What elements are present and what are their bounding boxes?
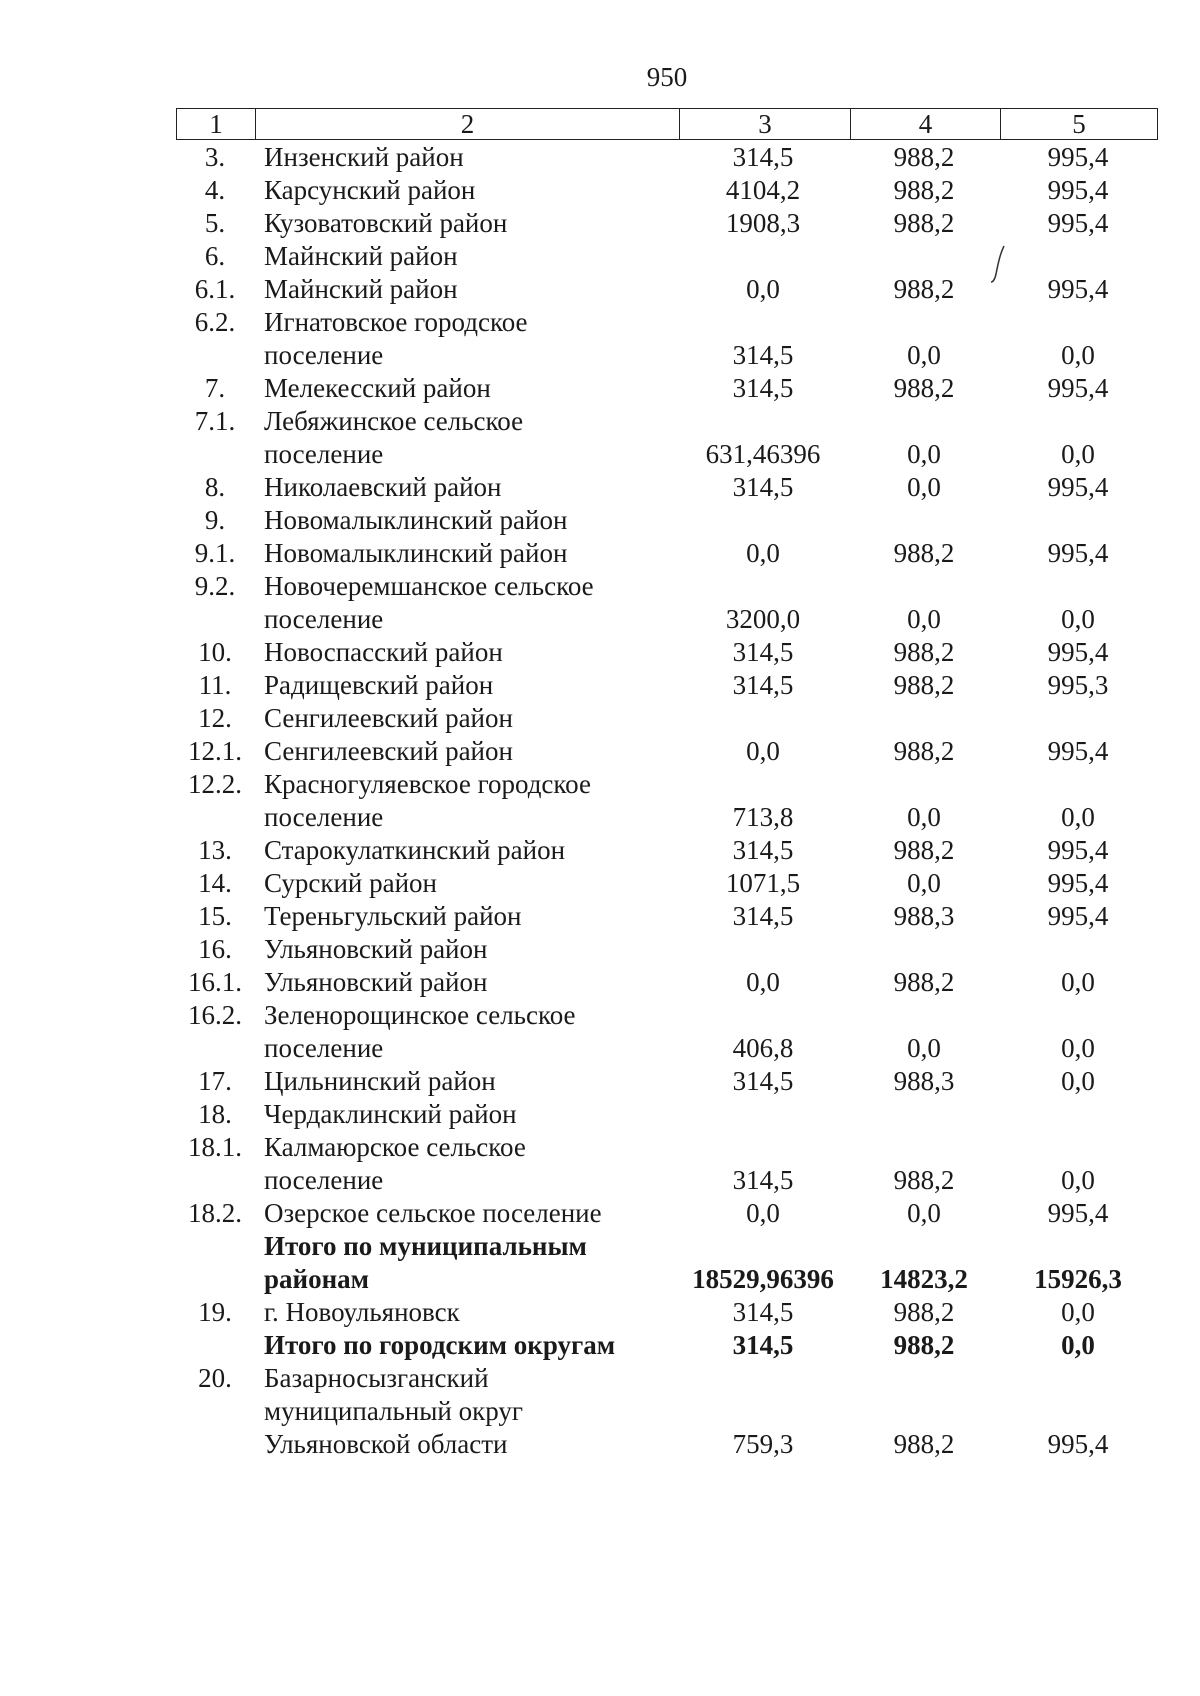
value-col-4: 988,2 — [893, 1165, 955, 1195]
value-col-5: 995,4 — [1047, 637, 1109, 667]
row-number: 8. — [204, 472, 226, 502]
row-name — [262, 537, 678, 570]
row-name-line: г. Новоульяновск — [264, 1297, 460, 1327]
row-number: 14. — [198, 868, 232, 898]
row-name-line: Итого по городским округам — [264, 1330, 616, 1360]
row-name-line: Радищевский район — [264, 670, 494, 700]
value-col-3: 1908,3 — [725, 208, 801, 238]
value-col-3: 314,5 — [732, 901, 794, 931]
table-row — [176, 768, 1156, 834]
value-col-3: 0,0 — [746, 736, 780, 766]
row-name — [262, 1362, 678, 1461]
value-col-4: 988,3 — [893, 1066, 955, 1096]
value-col-4: 988,2 — [893, 670, 955, 700]
row-number: 6.1. — [194, 274, 236, 304]
value-col-5: 995,4 — [1047, 175, 1109, 205]
row-number: 6. — [204, 241, 226, 271]
row-name — [262, 141, 678, 174]
value-col-3: 3200,0 — [725, 604, 801, 634]
value-col-3: 314,5 — [732, 373, 794, 403]
row-name-line: поселение — [264, 802, 384, 832]
row-name-line: Цильнинский район — [264, 1066, 496, 1096]
row-name — [262, 1098, 678, 1131]
row-name — [262, 240, 678, 273]
value-col-5: 995,4 — [1047, 1198, 1109, 1228]
value-col-4: 988,2 — [893, 835, 955, 865]
row-name-line: Кузоватовский район — [264, 208, 508, 238]
page-number: 950 — [646, 62, 688, 92]
value-col-5: 0,0 — [1061, 439, 1095, 469]
row-name-line: Озерское сельское поселение — [264, 1198, 602, 1228]
value-col-5: 0,0 — [1061, 1033, 1095, 1063]
row-name — [262, 999, 678, 1065]
row-name-line: поселение — [264, 1165, 384, 1195]
value-col-5: 995,4 — [1047, 1429, 1109, 1459]
table-row — [176, 372, 1156, 405]
row-name-line: поселение — [264, 439, 384, 469]
value-col-3: 0,0 — [746, 1198, 780, 1228]
row-name — [262, 1131, 678, 1197]
value-col-5: 995,3 — [1047, 670, 1109, 700]
row-name — [262, 471, 678, 504]
row-name-line: Лебяжинское сельское — [264, 406, 524, 436]
value-col-5: 995,4 — [1047, 142, 1109, 172]
table-row — [176, 405, 1156, 471]
value-col-3: 314,5 — [732, 1066, 794, 1096]
value-col-5: 0,0 — [1061, 1066, 1095, 1096]
value-col-5: 995,4 — [1047, 538, 1109, 568]
value-col-3: 0,0 — [746, 274, 780, 304]
row-name — [262, 834, 678, 867]
value-col-4: 988,2 — [893, 637, 955, 667]
row-number: 16. — [198, 934, 232, 964]
row-name-line: Мелекесский район — [264, 373, 491, 403]
table-row — [176, 207, 1156, 240]
value-col-5: 15926,3 — [1034, 1264, 1122, 1294]
row-number: 6.2. — [194, 307, 236, 337]
column-header-1: 1 — [177, 109, 256, 140]
row-name — [262, 900, 678, 933]
value-col-4: 988,2 — [893, 1297, 955, 1327]
table-row — [176, 1131, 1156, 1197]
value-col-4: 0,0 — [907, 472, 941, 502]
row-number: 19. — [198, 1297, 232, 1327]
row-name-line: поселение — [264, 340, 384, 370]
value-col-4: 988,2 — [893, 175, 955, 205]
row-number: 11. — [198, 670, 232, 700]
row-name — [262, 174, 678, 207]
row-name-line: Карсунский район — [264, 175, 476, 205]
value-col-3: 314,5 — [732, 835, 794, 865]
row-name-line: Николаевский район — [264, 472, 502, 502]
value-col-3: 314,5 — [732, 142, 794, 172]
row-name — [262, 735, 678, 768]
value-col-3: 314,5 — [732, 637, 794, 667]
value-col-3: 314,5 — [732, 1165, 794, 1195]
row-name-line: Игнатовское городское — [264, 307, 528, 337]
row-name-line: Чердаклинский район — [264, 1099, 517, 1129]
table-row — [176, 1296, 1156, 1329]
value-col-3: 4104,2 — [725, 175, 801, 205]
value-col-5: 995,4 — [1047, 901, 1109, 931]
row-name-line: муниципальный округ — [264, 1396, 523, 1426]
row-name-line: Итого по муниципальным — [264, 1231, 587, 1261]
row-name-line: Майнский район — [264, 274, 458, 304]
column-header-row — [176, 108, 1158, 140]
row-name-line: поселение — [264, 1033, 384, 1063]
value-col-4: 988,2 — [893, 736, 955, 766]
value-col-3: 314,5 — [732, 340, 794, 370]
row-name-line: Инзенский район — [264, 142, 464, 172]
row-number: 13. — [198, 835, 232, 865]
value-col-5: 995,4 — [1047, 472, 1109, 502]
row-number: 20. — [198, 1363, 232, 1393]
row-name — [262, 207, 678, 240]
value-col-5: 995,4 — [1047, 835, 1109, 865]
row-name-line: Сурский район — [264, 868, 437, 898]
row-name — [262, 570, 678, 636]
row-number: 18.2. — [188, 1198, 242, 1228]
row-number: 5. — [204, 208, 226, 238]
value-col-4: 0,0 — [907, 1033, 941, 1063]
row-name-line: Майнский район — [264, 241, 458, 271]
row-name — [262, 966, 678, 999]
row-name-line: районам — [264, 1264, 370, 1294]
row-name-line: Калмаюрское сельское — [264, 1132, 526, 1162]
row-name — [262, 867, 678, 900]
row-number: 7. — [204, 373, 226, 403]
row-name — [262, 1197, 678, 1230]
value-col-5: 0,0 — [1061, 604, 1095, 634]
row-number: 4. — [204, 175, 226, 205]
row-number: 9.1. — [194, 538, 236, 568]
value-col-4: 0,0 — [907, 1198, 941, 1228]
row-name-line: Новомалыклинский район — [264, 538, 568, 568]
row-name-line: Новочеремшанское сельское — [264, 571, 594, 601]
row-name — [262, 306, 678, 372]
value-col-5: 995,4 — [1047, 868, 1109, 898]
row-name — [262, 405, 678, 471]
column-header-4: 4 — [851, 109, 1001, 140]
value-col-3: 0,0 — [746, 967, 780, 997]
row-name — [262, 504, 678, 537]
row-name — [262, 702, 678, 735]
value-col-3: 406,8 — [732, 1033, 794, 1063]
column-header-5: 5 — [1001, 109, 1158, 140]
value-col-5: 995,4 — [1047, 274, 1109, 304]
column-header-2: 2 — [256, 109, 680, 140]
row-number: 12.2. — [188, 769, 242, 799]
row-number: 16.1. — [188, 967, 242, 997]
table-row — [176, 141, 1156, 174]
row-name-line: Базарносызганский — [264, 1363, 489, 1393]
row-name-line: Сенгилеевский район — [264, 736, 513, 766]
value-col-5: 0,0 — [1061, 340, 1095, 370]
table-row — [176, 240, 1156, 273]
row-name-line: Сенгилеевский район — [264, 703, 513, 733]
table-row — [176, 867, 1156, 900]
value-col-4: 0,0 — [907, 802, 941, 832]
value-col-4: 988,2 — [893, 208, 955, 238]
row-number: 9. — [204, 505, 226, 535]
table-row — [176, 537, 1156, 570]
row-name-line: Новомалыклинский район — [264, 505, 568, 535]
total-row — [176, 1329, 1156, 1362]
row-number: 9.2. — [194, 571, 236, 601]
table-row — [176, 735, 1156, 768]
value-col-3: 314,5 — [732, 472, 794, 502]
table-row — [176, 1197, 1156, 1230]
table-row — [176, 834, 1156, 867]
value-col-5: 0,0 — [1061, 967, 1095, 997]
row-name — [262, 273, 678, 306]
row-name — [262, 669, 678, 702]
value-col-3: 1071,5 — [725, 868, 801, 898]
value-col-5: 995,4 — [1047, 373, 1109, 403]
value-col-3: 314,5 — [732, 1297, 794, 1327]
row-name-line: поселение — [264, 604, 384, 634]
value-col-4: 988,2 — [893, 274, 955, 304]
value-col-4: 988,2 — [893, 538, 955, 568]
value-col-5: 0,0 — [1061, 1330, 1095, 1360]
value-col-4: 0,0 — [907, 439, 941, 469]
value-col-4: 988,2 — [893, 967, 955, 997]
table-row — [176, 702, 1156, 735]
value-col-5: 0,0 — [1061, 1165, 1095, 1195]
value-col-5: 0,0 — [1061, 1297, 1095, 1327]
row-number: 18. — [198, 1099, 232, 1129]
value-col-4: 988,2 — [893, 1429, 955, 1459]
row-number: 18.1. — [188, 1132, 242, 1162]
value-col-4: 0,0 — [907, 868, 941, 898]
value-col-3: 314,5 — [732, 1330, 794, 1360]
table-row — [176, 900, 1156, 933]
value-col-4: 988,3 — [893, 901, 955, 931]
row-number: 10. — [198, 637, 232, 667]
value-col-3: 0,0 — [746, 538, 780, 568]
column-header-3: 3 — [680, 109, 851, 140]
table-row — [176, 273, 1156, 306]
total-row — [176, 1230, 1156, 1296]
row-name — [262, 1065, 678, 1098]
table-row — [176, 174, 1156, 207]
table-row — [176, 1065, 1156, 1098]
row-name — [262, 768, 678, 834]
data-table-body — [176, 141, 1156, 1461]
table-row — [176, 933, 1156, 966]
table-row — [176, 306, 1156, 372]
row-name — [262, 1329, 678, 1362]
row-number: 17. — [198, 1066, 232, 1096]
handwritten-stroke-mark — [988, 244, 1008, 284]
row-name-line: Тереньгульский район — [264, 901, 522, 931]
value-col-3: 18529,96396 — [692, 1264, 834, 1294]
row-name-line: Ульяновской области — [264, 1429, 508, 1459]
row-name — [262, 933, 678, 966]
value-col-4: 0,0 — [907, 604, 941, 634]
table-row — [176, 636, 1156, 669]
row-number: 15. — [198, 901, 232, 931]
value-col-4: 988,2 — [893, 373, 955, 403]
table-row — [176, 570, 1156, 636]
row-name — [262, 636, 678, 669]
value-col-4: 988,2 — [893, 1330, 955, 1360]
value-col-3: 759,3 — [732, 1429, 794, 1459]
table-row — [176, 966, 1156, 999]
row-number: 3. — [204, 142, 226, 172]
value-col-5: 995,4 — [1047, 736, 1109, 766]
row-name-line: Ульяновский район — [264, 967, 488, 997]
row-number: 12.1. — [188, 736, 242, 766]
value-col-4: 0,0 — [907, 340, 941, 370]
row-number: 7.1. — [194, 406, 236, 436]
value-col-5: 995,4 — [1047, 208, 1109, 238]
table-row — [176, 669, 1156, 702]
table-row — [176, 1098, 1156, 1131]
row-name-line: Старокулаткинский район — [264, 835, 566, 865]
value-col-5: 0,0 — [1061, 802, 1095, 832]
row-name-line: Красногуляевское городское — [264, 769, 591, 799]
row-name — [262, 372, 678, 405]
value-col-3: 314,5 — [732, 670, 794, 700]
table-row — [176, 1362, 1156, 1461]
value-col-4: 14823,2 — [880, 1264, 968, 1294]
table-row — [176, 999, 1156, 1065]
row-name-line: Ульяновский район — [264, 934, 488, 964]
row-name-line: Зеленорощинское сельское — [264, 1000, 576, 1030]
row-number: 12. — [198, 703, 232, 733]
row-name-line: Новоспасский район — [264, 637, 503, 667]
row-number: 16.2. — [188, 1000, 242, 1030]
value-col-3: 631,46396 — [705, 439, 821, 469]
table-row — [176, 504, 1156, 537]
value-col-4: 988,2 — [893, 142, 955, 172]
row-name — [262, 1296, 678, 1329]
row-name — [262, 1230, 678, 1296]
value-col-3: 713,8 — [732, 802, 794, 832]
table-row — [176, 471, 1156, 504]
